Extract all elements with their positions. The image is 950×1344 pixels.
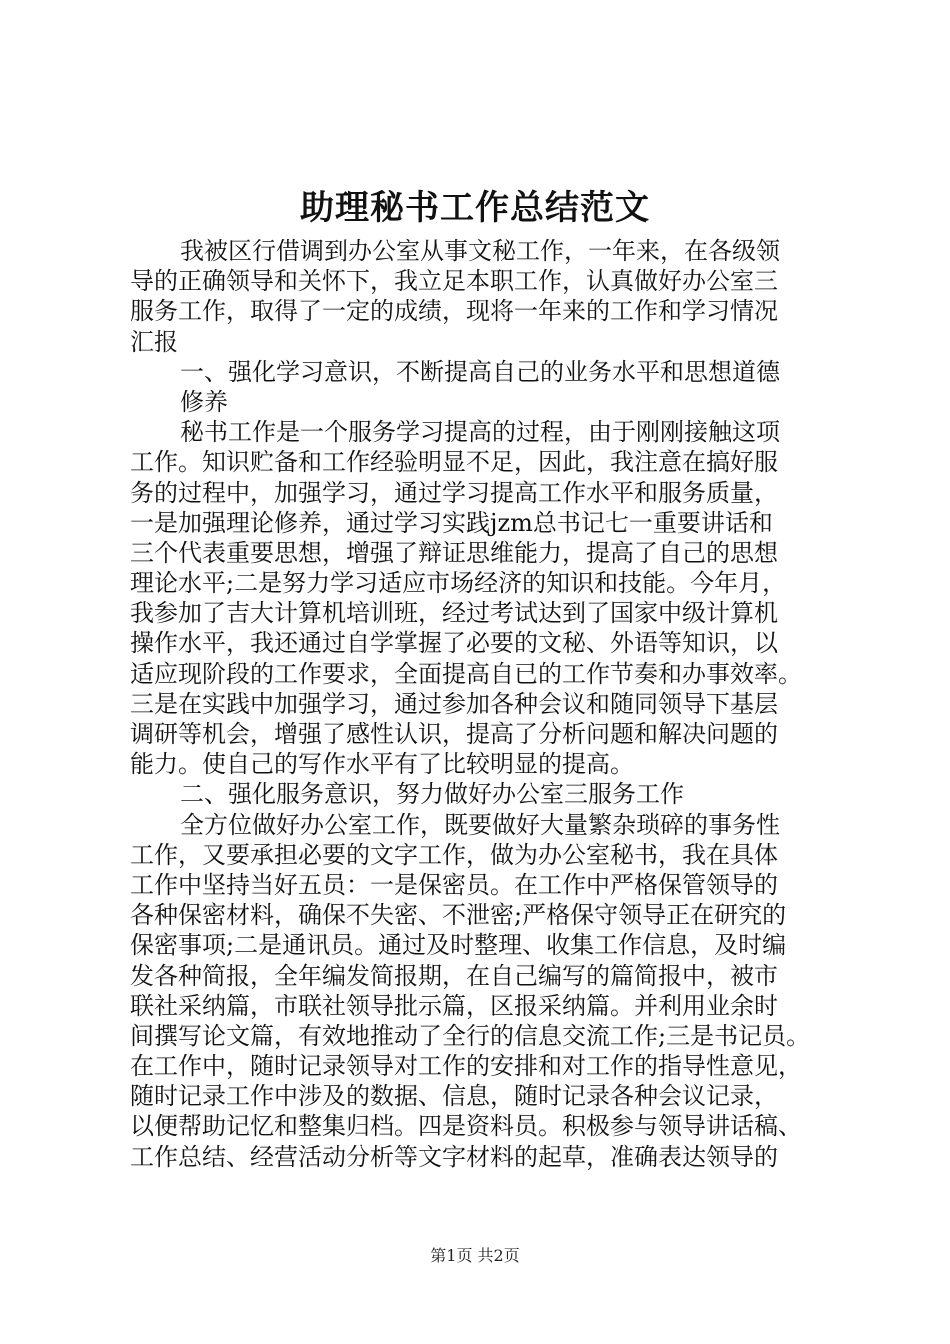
text-line: 工作，又要承担必要的文字工作，做为办公室秘书，我在具体 — [130, 840, 778, 869]
text-line: 工作总结、经营活动分析等文字材料的起草，准确表达领导的 — [130, 1142, 778, 1171]
text-line: 我参加了吉大计算机培训班，经过考试达到了国家中级计算机 — [130, 599, 778, 628]
text-line: 我被区行借调到办公室从事文秘工作，一年来，在各级领 — [180, 237, 780, 265]
text-line: 调研等机会，增强了感性认识，提高了分析问题和解决问题的 — [130, 720, 778, 748]
text-line: 理论水平;二是努力学习适应市场经济的知识和技能。今年月， — [130, 569, 787, 598]
text-line: 发各种简报，全年编发简报期，在自己编写的篇简报中，被市 — [130, 961, 778, 990]
section-heading: 一、强化学习意识，不断提高自己的业务水平和思想道德 — [180, 357, 780, 386]
section-heading: 二、强化服务意识，努力做好办公室三服务工作 — [180, 780, 684, 809]
text-line: 以便帮助记忆和整集归档。四是资料员。积极参与领导讲话稿、 — [130, 1112, 802, 1141]
text-line: 务的过程中，加强学习，通过学习提高工作水平和服务质量， — [130, 478, 778, 507]
text-line: 三个代表重要思想，增强了辩证思维能力，提高了自己的思想 — [130, 538, 778, 567]
text-line: 秘书工作是一个服务学习提高的过程，由于刚刚接触这项 — [180, 418, 780, 447]
section-heading: 修养 — [180, 387, 228, 416]
document-title: 助理秘书工作总结范文 — [300, 188, 650, 228]
text-line: 在工作中，随时记录领导对工作的安排和对工作的指导性意见， — [130, 1052, 802, 1081]
page-footer: 第1页 共2页 — [430, 1246, 520, 1265]
text-line: 适应现阶段的工作要求，全面提高自已的工作节奏和办事效率。 — [130, 659, 802, 688]
text-line: 工作中坚持当好五员：一是保密员。在工作中严格保管领导的 — [130, 870, 778, 899]
text-line: 操作水平，我还通过自学掌握了必要的文秘、外语等知识，以 — [130, 629, 778, 658]
text-line: 导的正确领导和关怀下，我立足本职工作，认真做好办公室三 — [130, 267, 778, 296]
text-line: 随时记录工作中涉及的数据、信息，随时记录各种会议记录， — [130, 1082, 778, 1111]
text-line: 一是加强理论修养，通过学习实践jzm总书记七一重要讲话和 — [130, 508, 773, 537]
text-line: 联社采纳篇，市联社领导批示篇，区报采纳篇。并利用业余时 — [130, 991, 778, 1020]
text-line: 服务工作，取得了一定的成绩，现将一年来的工作和学习情况 — [130, 297, 778, 326]
text-line: 能力。使自己的写作水平有了比较明显的提高。 — [130, 750, 634, 779]
text-line: 三是在实践中加强学习，通过参加各种会议和随同领导下基层 — [130, 689, 778, 718]
text-line: 间撰写论文篇，有效地推动了全行的信息交流工作;三是书记员。 — [130, 1021, 811, 1050]
text-line: 汇报 — [130, 327, 178, 356]
text-line: 保密事项;二是通讯员。通过及时整理、收集工作信息，及时编 — [130, 931, 787, 960]
text-line: 各种保密材料，确保不失密、不泄密;严格保守领导正在研究的 — [130, 901, 787, 930]
document-body — [130, 236, 854, 1172]
text-line: 全方位做好办公室工作，既要做好大量繁杂琐碎的事务性 — [180, 810, 780, 839]
text-line: 工作。知识贮备和工作经验明显不足，因此，我注意在搞好服 — [130, 448, 778, 477]
